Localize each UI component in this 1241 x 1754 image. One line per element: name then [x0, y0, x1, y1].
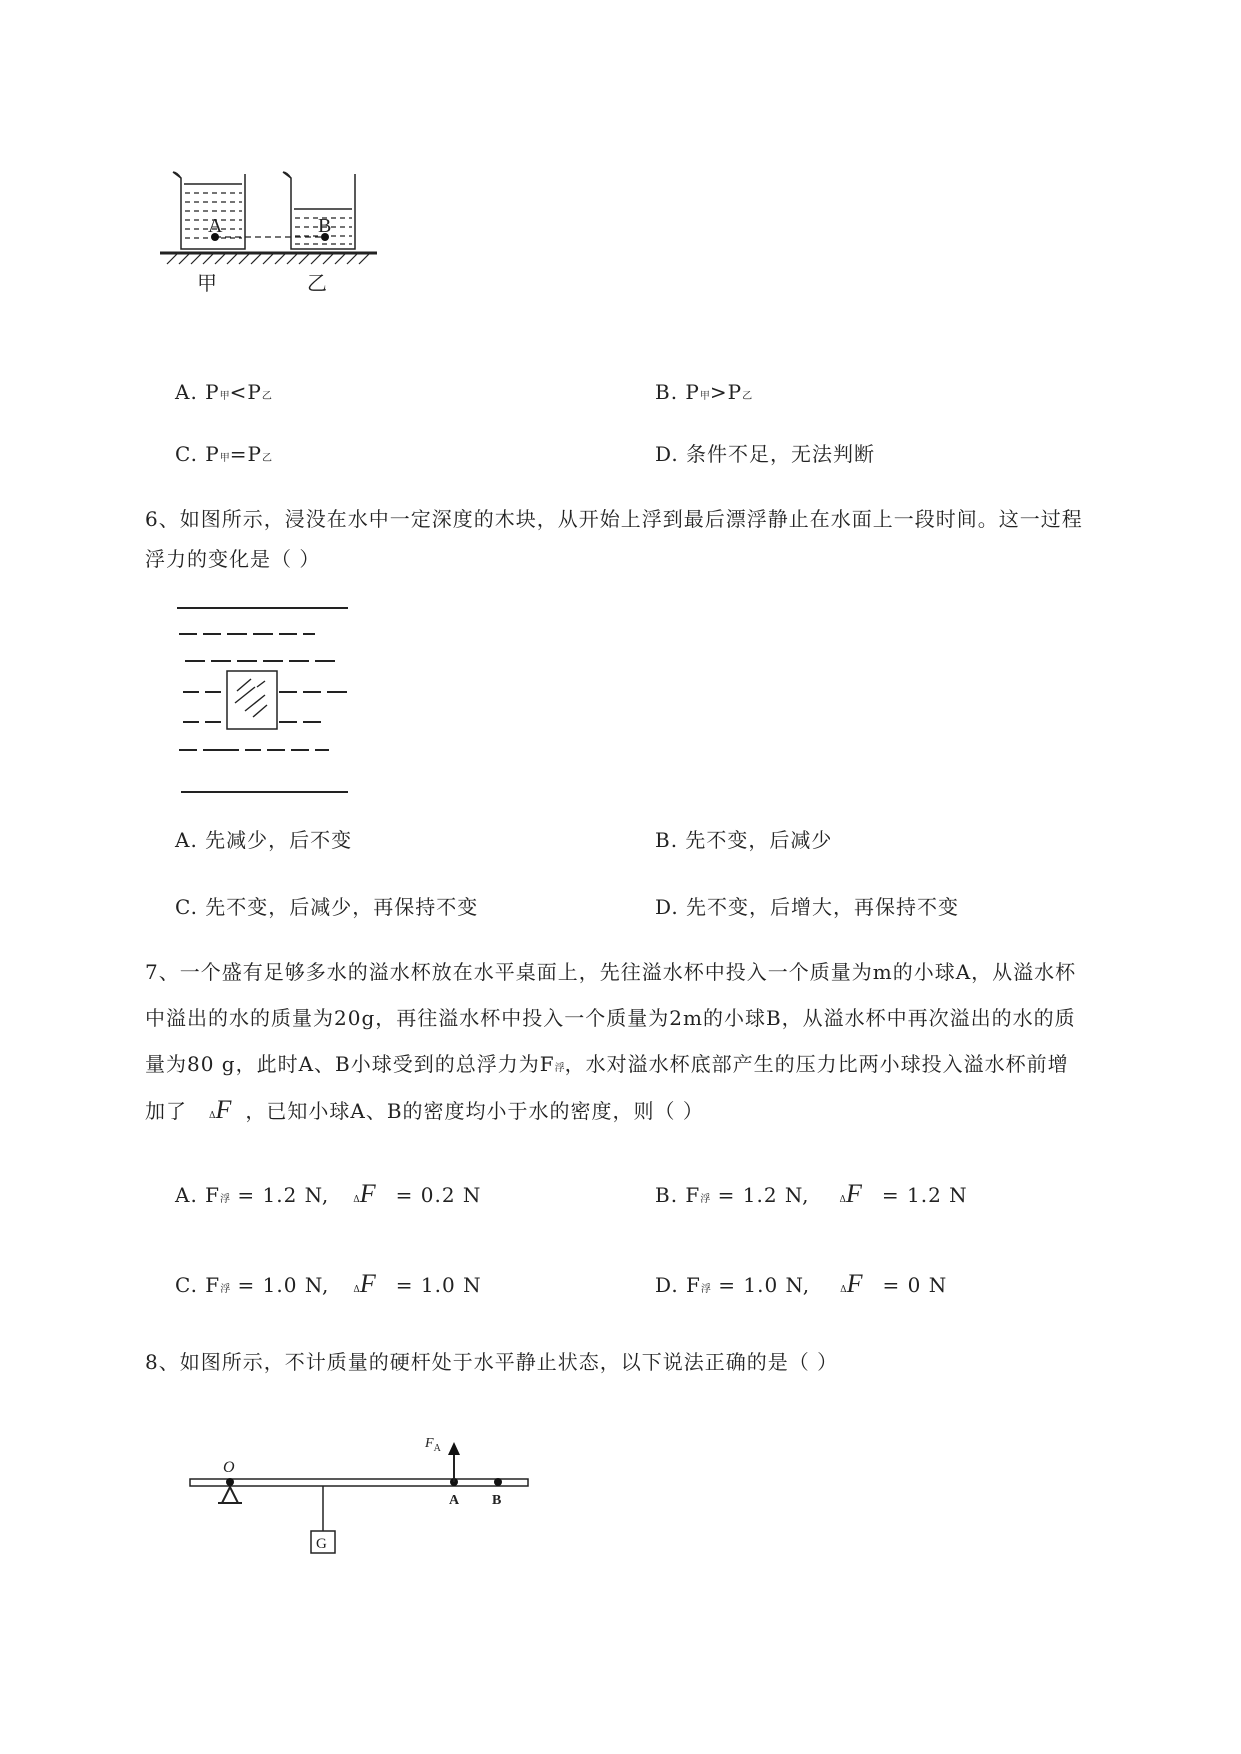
point-a-label: A	[449, 1493, 460, 1508]
lever-figure	[185, 1425, 535, 1565]
point-b-label: B	[318, 215, 332, 237]
force-f-symbol: F	[846, 1179, 862, 1208]
q7-stem-line3	[145, 1050, 1069, 1083]
q7-line4-post: ，已知小球A、B的密度均小于水的密度，则（ ）	[245, 1099, 704, 1123]
q5-c-prefix: C. P	[175, 442, 220, 466]
delta-symbol: Δ	[209, 1111, 216, 1121]
q7-d-letter: D. F	[655, 1273, 701, 1297]
q6-option-c[interactable]: C. 先不变，后减少，再保持不变	[175, 895, 479, 919]
q5-a-mid: <P	[229, 380, 262, 404]
point-a-label: A	[208, 215, 223, 237]
delta-symbol: Δ	[839, 1195, 847, 1205]
q7-option-b[interactable]	[655, 1180, 968, 1214]
q5-c-sub1: 甲	[219, 453, 230, 464]
q7-d-val2: = 0 N	[882, 1273, 948, 1297]
q7-line3-pre: 量为80 g，此时A、B小球受到的总浮力为F	[145, 1052, 555, 1076]
beaker-label-left: 甲	[197, 271, 217, 295]
q7-d-sub: 浮	[700, 1284, 711, 1295]
q5-option-d[interactable]: D. 条件不足，无法判断	[655, 442, 876, 466]
force-f-symbol: F	[359, 1269, 376, 1298]
q5-option-c[interactable]	[175, 440, 272, 473]
q7-a-val1: = 1.2 N,	[237, 1183, 330, 1207]
q7-option-d[interactable]	[655, 1270, 947, 1304]
q7-line4-pre: 加了	[145, 1099, 187, 1123]
q7-stem-line1: 7、一个盛有足够多水的溢水杯放在水平桌面上，先往溢水杯中投入一个质量为m的小球A，从溢水杯	[145, 960, 1077, 984]
q5-c-sub2: 乙	[261, 453, 272, 464]
q5-a-sub2: 乙	[261, 391, 272, 402]
q7-stem-line4	[145, 1096, 704, 1130]
q5-option-b[interactable]	[655, 378, 752, 411]
force-f-symbol: F	[359, 1179, 376, 1208]
force-f-symbol: F	[846, 1269, 863, 1298]
q7-b-letter: B. F	[655, 1183, 701, 1207]
weight-g-label: G	[316, 1536, 327, 1552]
beakers-figure	[155, 160, 435, 310]
q5-b-sub2: 乙	[742, 391, 753, 402]
q5-c-mid: =P	[229, 442, 262, 466]
force-f-symbol: F	[215, 1095, 232, 1124]
block-in-water-figure	[175, 595, 355, 800]
q6-option-b[interactable]: B. 先不变，后减少	[655, 828, 833, 852]
q7-option-a[interactable]	[175, 1180, 481, 1214]
q6-stem-line1: 6、如图所示，浸没在水中一定深度的木块，从开始上浮到最后漂浮静止在水面上一段时间。这一过程	[145, 507, 1083, 531]
q5-b-mid: >P	[709, 380, 743, 404]
force-fa-label: $F_A$	[425, 1436, 441, 1454]
q6-option-a[interactable]: A. 先减少，后不变	[175, 828, 353, 852]
delta-symbol: Δ	[353, 1195, 360, 1205]
q8-stem: 8、如图所示，不计质量的硬杆处于水平静止状态，以下说法正确的是（ ）	[145, 1350, 839, 1374]
q7-line3-post: ，水对溢水杯底部产生的压力比两小球投入溢水杯前增	[564, 1052, 1069, 1076]
q7-option-c[interactable]	[175, 1270, 482, 1304]
q7-d-val1: = 1.0 N,	[718, 1273, 811, 1297]
q5-a-prefix: A. P	[175, 380, 220, 404]
delta-symbol: Δ	[840, 1285, 847, 1295]
q5-b-prefix: B. P	[655, 380, 700, 404]
delta-symbol: Δ	[353, 1285, 360, 1295]
q6-option-d[interactable]: D. 先不变，后增大，再保持不变	[655, 895, 960, 919]
q5-option-a[interactable]	[175, 378, 272, 411]
q7-line3-sub: 浮	[554, 1063, 565, 1074]
q7-a-letter: A. F	[175, 1183, 221, 1207]
q7-stem-line2: 中溢出的水的质量为20g，再往溢水杯中投入一个质量为2m的小球B，从溢水杯中再次溢出的水的质	[145, 1006, 1076, 1030]
q7-c-sub: 浮	[220, 1284, 231, 1295]
q5-a-sub1: 甲	[219, 391, 230, 402]
q7-a-sub: 浮	[220, 1194, 231, 1205]
q7-b-val2: = 1.2 N	[881, 1183, 968, 1207]
q7-b-sub: 浮	[700, 1194, 711, 1205]
q6-stem-line2: 浮力的变化是（ ）	[145, 547, 321, 571]
q7-a-val2: = 0.2 N	[395, 1183, 482, 1207]
point-b-label: B	[492, 1493, 502, 1508]
q5-b-sub1: 甲	[699, 391, 710, 402]
q7-c-letter: C. F	[175, 1273, 221, 1297]
beaker-label-right: 乙	[307, 271, 327, 295]
q7-c-val2: = 1.0 N	[395, 1273, 482, 1297]
q7-c-val1: = 1.0 N,	[237, 1273, 330, 1297]
q7-b-val1: = 1.2 N,	[717, 1183, 810, 1207]
fulcrum-o-label: O	[223, 1459, 235, 1476]
